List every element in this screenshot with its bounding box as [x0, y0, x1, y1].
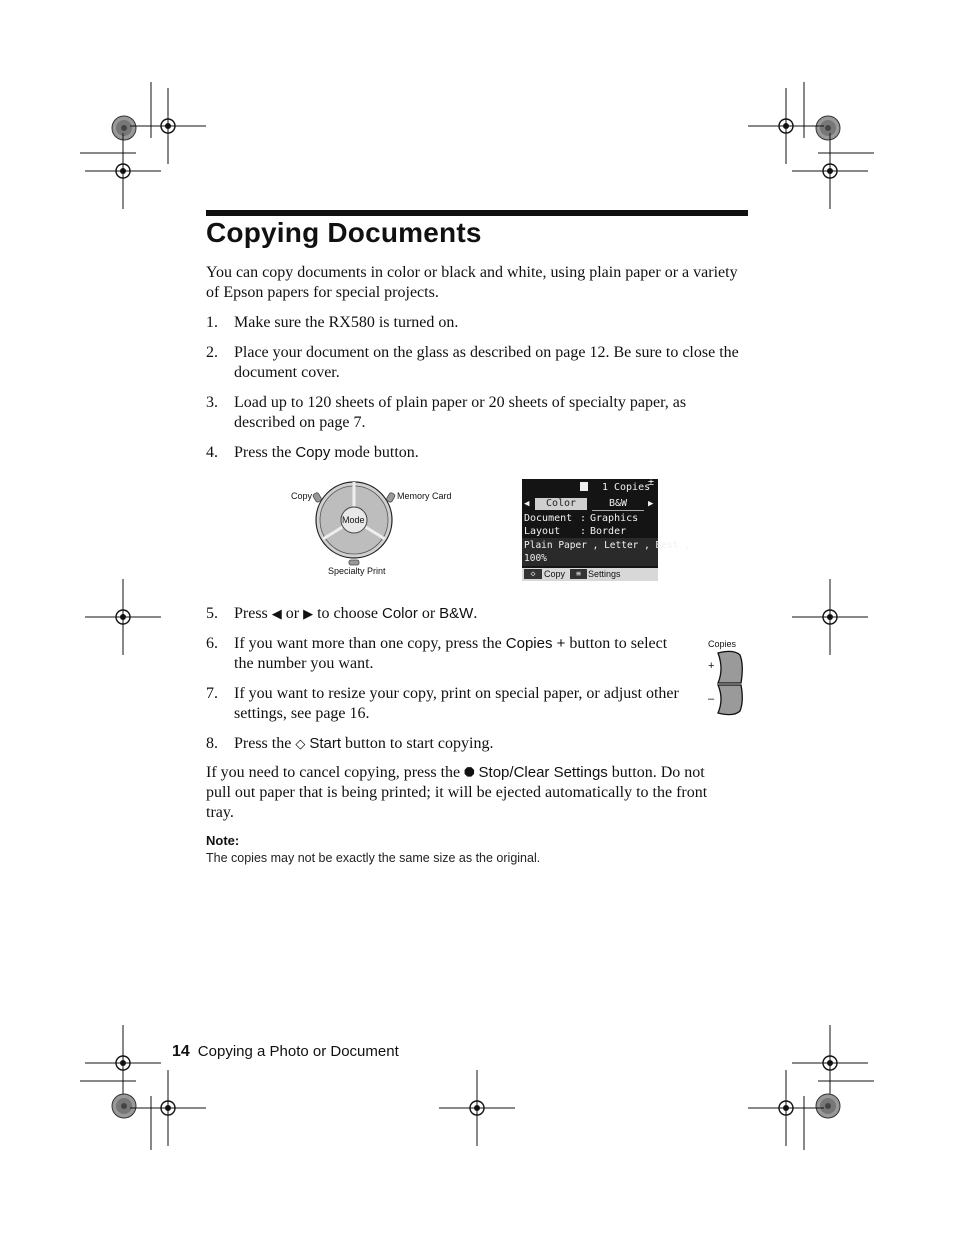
plus-sign: + — [708, 660, 715, 672]
step-text-line1: Load up to 120 sheets of plain paper or 20 sheets of specialty paper, as — [234, 394, 687, 411]
page-footer — [172, 1043, 399, 1061]
start-diamond-icon: ◇ — [295, 736, 306, 751]
step-number: 1. — [206, 314, 218, 331]
step-number: 2. — [206, 344, 218, 361]
stop-clear-settings-button-name: Stop/Clear Settings — [478, 764, 608, 781]
step-text: mode button. — [330, 444, 419, 461]
step-text: Press the — [234, 735, 296, 752]
step-text: . — [473, 605, 478, 622]
step-text: Press the — [234, 444, 296, 461]
lcd-document-label: Document — [524, 513, 573, 524]
note-label: Note: — [206, 833, 240, 848]
lcd-colon: : — [580, 526, 587, 537]
lcd-copies-label: Copies — [614, 482, 651, 493]
lcd-tab-bw: B&W — [592, 498, 644, 511]
mode-dial-illustration — [288, 478, 458, 578]
cancel-text: button. Do not — [607, 764, 705, 781]
left-triangle-icon: ◀ — [524, 499, 530, 509]
footer-section-title: Copying a Photo or Document — [197, 1043, 399, 1060]
right-triangle-icon: ▶ — [303, 606, 314, 621]
step-text: to choose — [313, 605, 382, 622]
step-text: Make sure the RX580 is turned on. — [234, 314, 459, 331]
lcd-layout-value: Border — [590, 526, 627, 537]
specialty-print-label: Specialty Print — [328, 566, 386, 576]
step-text: or — [417, 605, 440, 622]
page-number: 14 — [172, 1043, 190, 1060]
minus-sign: – — [708, 693, 715, 705]
step-number: 8. — [206, 735, 218, 752]
lcd-document-value: Graphics — [590, 513, 639, 524]
lcd-bottom-copy: Copy — [544, 569, 566, 579]
step-text: Press — [234, 605, 272, 622]
copies-plus-button-name: Copies + — [505, 635, 566, 652]
copy-button-name: Copy — [295, 444, 331, 461]
mode-button-label: Mode — [342, 515, 365, 525]
cancel-text: If you need to cancel copying, press the — [206, 764, 465, 781]
page-title: Copying Documents — [206, 217, 482, 248]
step-text-line2: document cover. — [234, 364, 340, 381]
step-text-line2: described on page 7. — [234, 414, 366, 431]
step-text: button to start copying. — [341, 735, 494, 752]
step-number: 3. — [206, 394, 218, 411]
cancel-paragraph — [206, 763, 751, 823]
menu-icon: ≡ — [570, 569, 587, 579]
cancel-text-line2: pull out paper that is being printed; it will be ejected automatically to the front — [206, 784, 708, 801]
cancel-text-line3: tray. — [206, 804, 234, 821]
step-number: 6. — [206, 635, 218, 652]
plus-minus-icon: ± — [648, 477, 655, 488]
lcd-copies-count: 1 — [602, 482, 609, 493]
lcd-layout-label: Layout — [524, 526, 561, 537]
step-number: 4. — [206, 444, 218, 461]
stop-octagon-icon: ⯃ — [464, 765, 475, 780]
step-text-line1: Place your document on the glass as described on page 12. Be sure to close the — [234, 344, 739, 361]
lcd-bottom-bar — [522, 568, 658, 581]
step-text-line2: settings, see page 16. — [234, 705, 370, 722]
intro-paragraph: You can copy documents in color or black and white, using plain paper or a variety of Epson papers for special projects. — [206, 264, 738, 301]
lcd-copies-row — [522, 477, 658, 495]
lcd-settings-block — [522, 538, 690, 566]
step-text-line2: the number you want. — [234, 655, 374, 672]
right-triangle-icon: ▶ — [648, 499, 654, 509]
document-icon — [580, 482, 588, 491]
lcd-bottom-settings: Settings — [588, 569, 621, 579]
start-diamond-icon: ◇ — [524, 569, 542, 579]
lcd-settings-line1: Plain Paper , Letter , Best , — [524, 540, 690, 551]
lcd-color-tabs — [522, 498, 658, 510]
left-triangle-icon: ◀ — [271, 606, 282, 621]
copies-button-label: Copies — [708, 639, 737, 649]
lcd-screen — [522, 477, 690, 581]
start-button-name: Start — [309, 735, 342, 752]
note-text: The copies may not be exactly the same size as the original. — [206, 851, 541, 865]
step-text: or — [281, 605, 304, 622]
bw-option-name: B&W — [439, 605, 474, 622]
lcd-colon: : — [580, 513, 587, 524]
color-option-name: Color — [381, 605, 418, 622]
copies-rocker-icon — [704, 637, 748, 721]
lcd-settings-line2: 100% — [524, 553, 547, 564]
memory-card-label: Memory Card — [397, 491, 452, 501]
lcd-tab-color: Color — [535, 498, 587, 510]
copy-label: Copy — [291, 491, 313, 501]
copies-button-illustration — [704, 637, 748, 721]
title-rule — [206, 210, 748, 216]
step-number: 5. — [206, 605, 218, 622]
step-number: 7. — [206, 685, 218, 702]
step-text-line1: If you want to resize your copy, print on special paper, or adjust other — [234, 685, 679, 702]
step-text: If you want more than one copy, press the — [234, 635, 506, 652]
step-text: button to select — [565, 635, 668, 652]
